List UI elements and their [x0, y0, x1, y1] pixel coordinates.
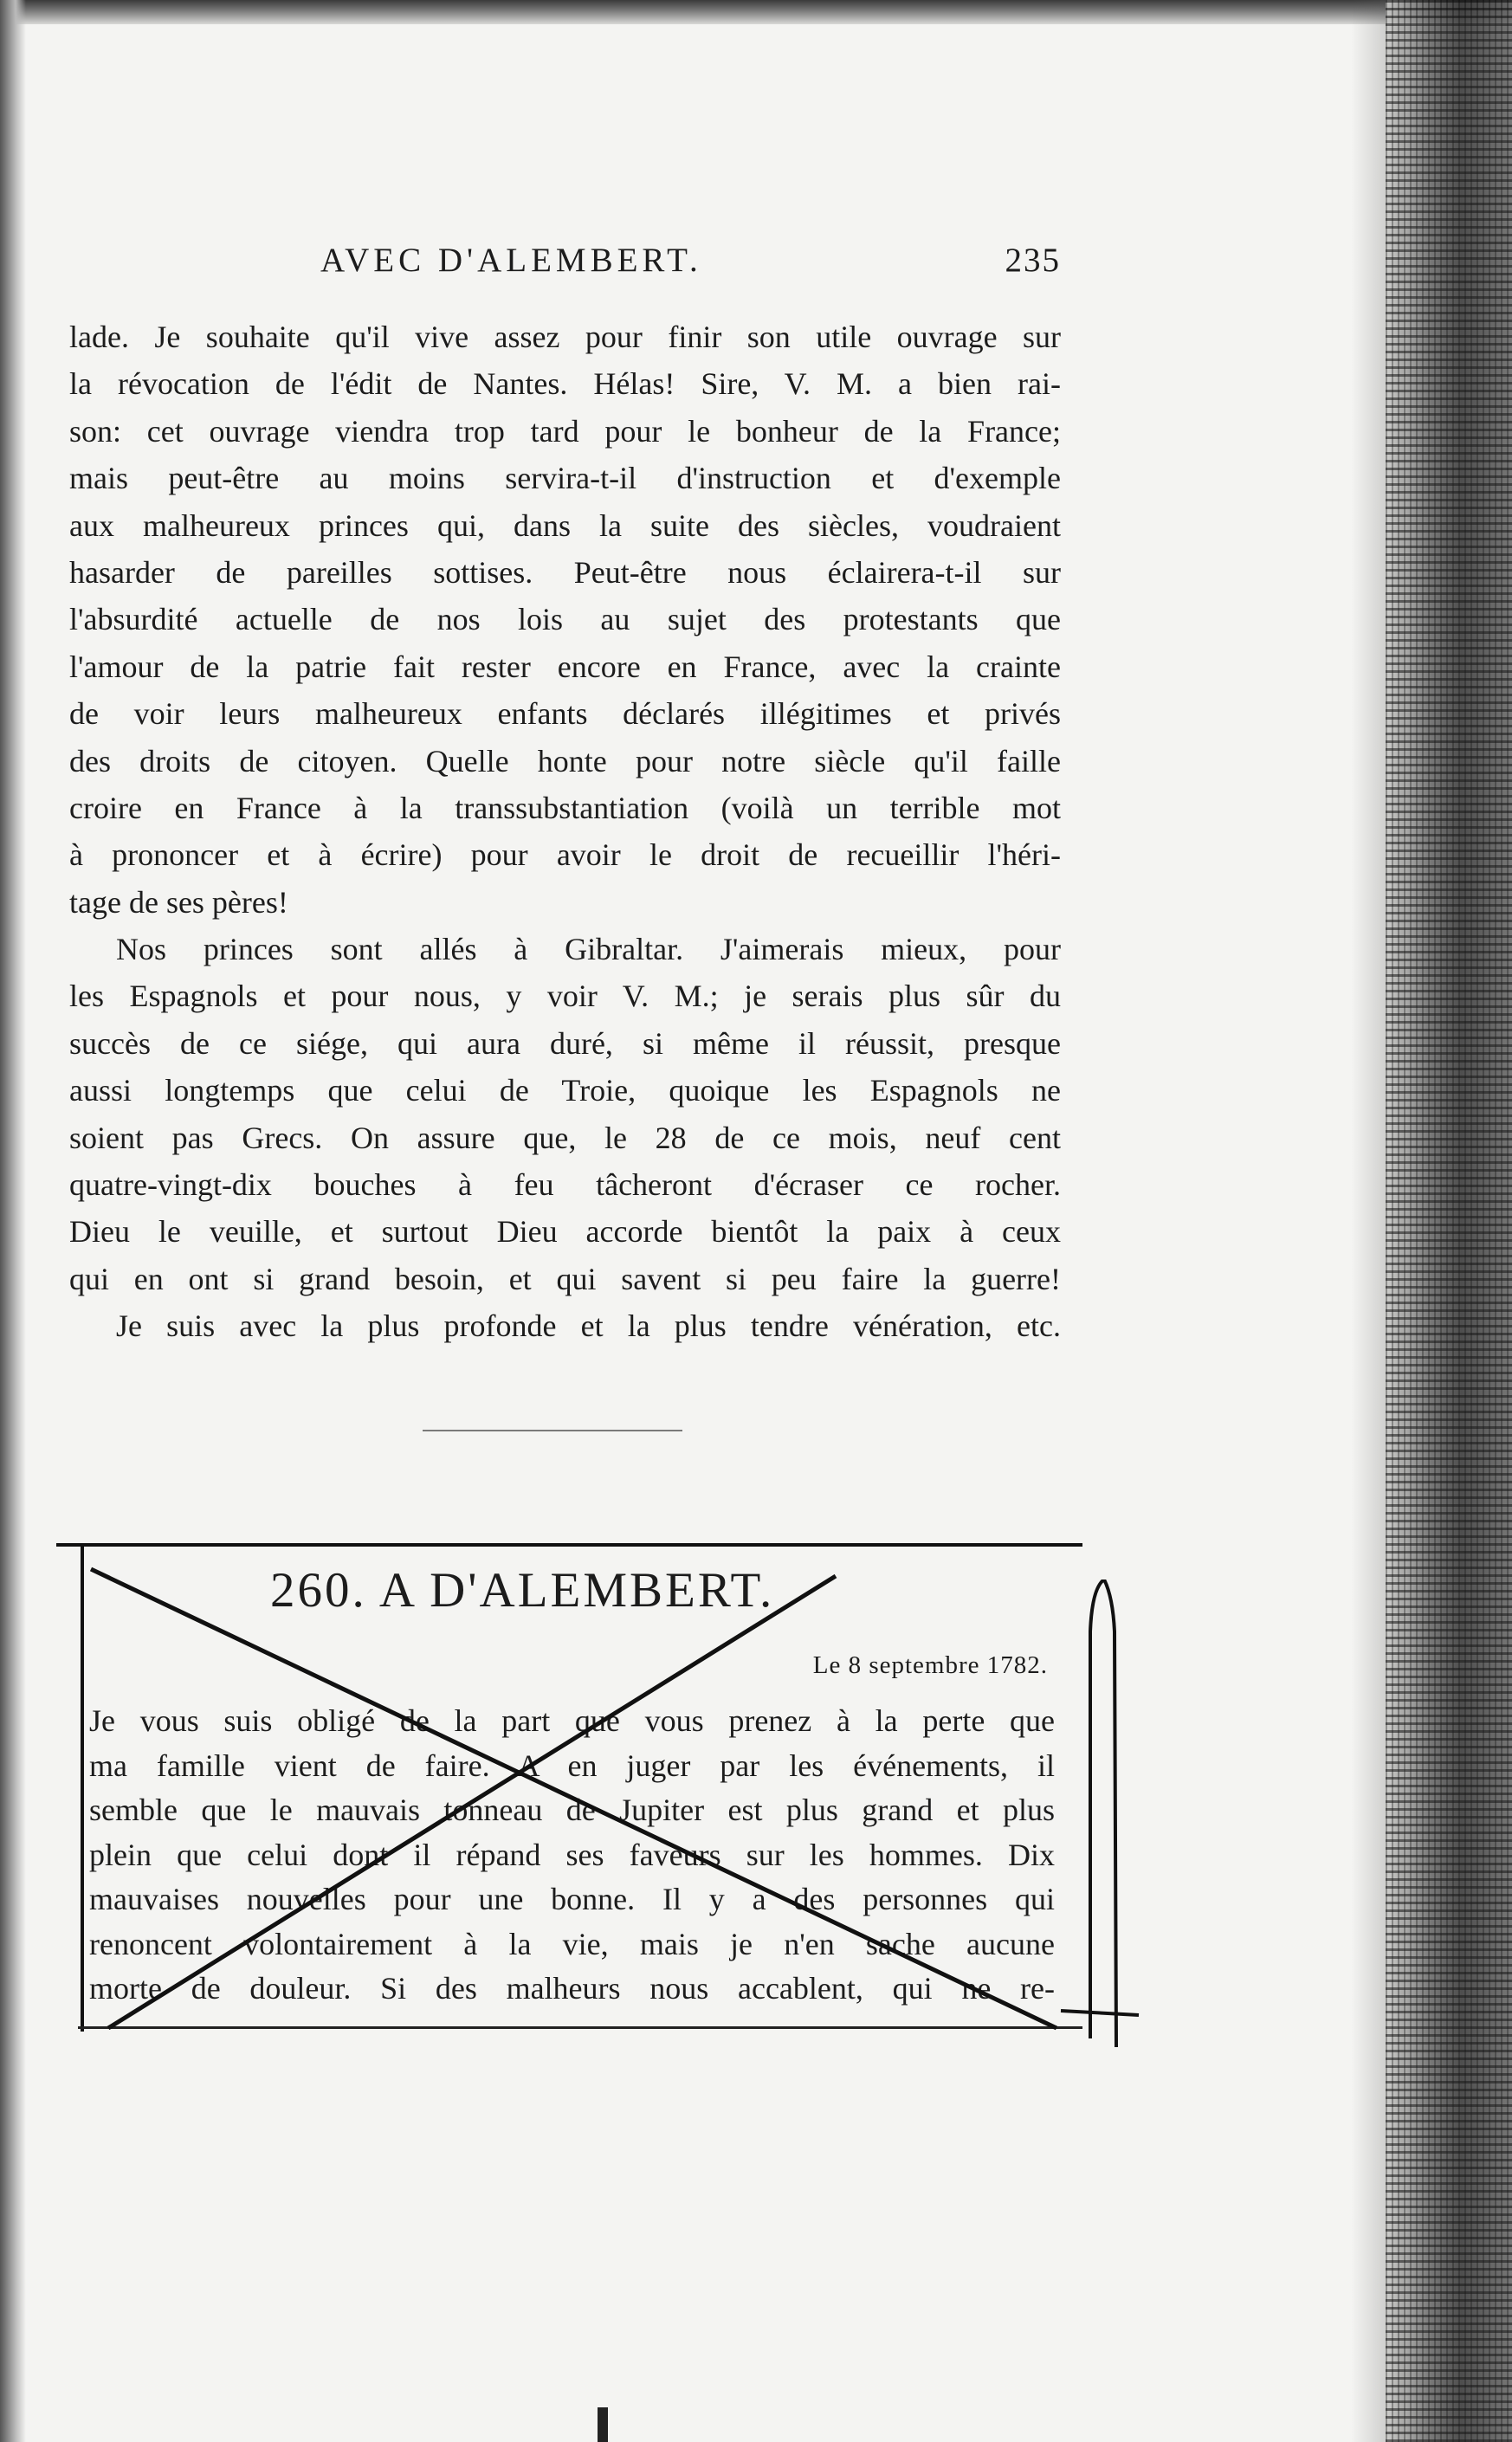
text-line: renoncent volontairement à la vie, mais je n'en sache aucune	[89, 1926, 1055, 1961]
cross-out-mark	[56, 1543, 1156, 2063]
text-line: aussi longtemps que celui de Troie, quoique les Espagnols ne	[69, 1073, 1061, 1108]
text-line: plein que celui dont il répand ses faveurs sur les hommes. Dix	[89, 1837, 1055, 1872]
text-line: les Espagnols et pour nous, y voir V. M.; je serais plus sûr du	[69, 979, 1061, 1014]
text-line: aux malheureux princes qui, dans la suite des siècles, voudraient	[69, 507, 1061, 543]
scan-bottom-mark	[598, 2407, 608, 2442]
text-line: morte de douleur. Si des malheurs nous accablent, qui ne re-	[89, 1971, 1055, 2006]
text-line: lade. Je souhaite qu'il vive assez pour finir son utile ouvrage sur	[69, 320, 1061, 354]
letter-body-text	[69, 313, 1061, 1350]
text-line: à prononcer et à écrire) pour avoir le droit de recueillir l'héri-	[69, 837, 1061, 873]
text-line: l'absurdité actuelle de nos lois au sujet des protestants que	[69, 602, 1061, 637]
letter-heading: 260. A D'ALEMBERT.	[270, 1563, 775, 1618]
text-line: la révocation de l'édit de Nantes. Hélas! Sire, V. M. a bien rai-	[69, 366, 1061, 402]
text-line: ma famille vient de faire. A en juger par les événements, il	[89, 1748, 1055, 1783]
text-line: mauvaises nouvelles pour une bonne. Il y a des personnes qui	[89, 1882, 1055, 1916]
text-line: Nos princes sont allés à Gibraltar. J'aimerais mieux, pour	[116, 932, 1061, 967]
scan-top-edge	[0, 0, 1512, 24]
text-line: Je suis avec la plus profonde et la plus tendre vénération, etc.	[116, 1308, 1061, 1344]
running-title: AVEC D'ALEMBERT.	[320, 242, 702, 279]
text-line: soient pas Grecs. On assure que, le 28 de ce mois, neuf cent	[69, 1120, 1061, 1155]
text-line: l'amour de la patrie fait rester encore en France, avec la crainte	[69, 649, 1061, 684]
crossed-out-clipping	[56, 1543, 1082, 2045]
text-line: hasarder de pareilles sottises. Peut-être nous éclairera-t-il sur	[69, 554, 1061, 590]
page-number: 235	[1005, 242, 1061, 279]
text-line: de voir leurs malheureux enfants déclarés illégitimes et privés	[69, 696, 1061, 732]
text-line: croire en France à la transsubstantiation (voilà un terrible mot	[69, 790, 1061, 825]
text-line: des droits de citoyen. Quelle honte pour notre siècle qu'il faille	[69, 743, 1061, 778]
scan-gutter-noise	[1386, 0, 1512, 2442]
letter-date: Le 8 septembre 1782.	[812, 1651, 1048, 1679]
text-line: Dieu le veuille, et surtout Dieu accorde bientôt la paix à ceux	[69, 1214, 1061, 1250]
text-line: qui en ont si grand besoin, et qui savent si peu faire la guerre!	[69, 1261, 1061, 1296]
scan-left-edge	[0, 0, 26, 2442]
running-head	[69, 241, 1061, 293]
text-line: son: cet ouvrage viendra trop tard pour le bonheur de la France;	[69, 413, 1061, 449]
text-line: mais peut-être au moins servira-t-il d'instruction et d'exemple	[69, 461, 1061, 496]
text-line: Je vous suis obligé de la part que vous prenez à la perte que	[89, 1703, 1055, 1738]
text-line: tage de ses pères!	[69, 884, 288, 920]
text-line: succès de ce siége, qui aura duré, si même il réussit, presque	[69, 1025, 1061, 1061]
section-divider	[423, 1430, 682, 1431]
text-line: semble que le mauvais tonneau de Jupiter est plus grand et plus	[89, 1793, 1055, 1827]
text-line: quatre-vingt-dix bouches à feu tâcheront d'écraser ce rocher.	[69, 1167, 1061, 1203]
